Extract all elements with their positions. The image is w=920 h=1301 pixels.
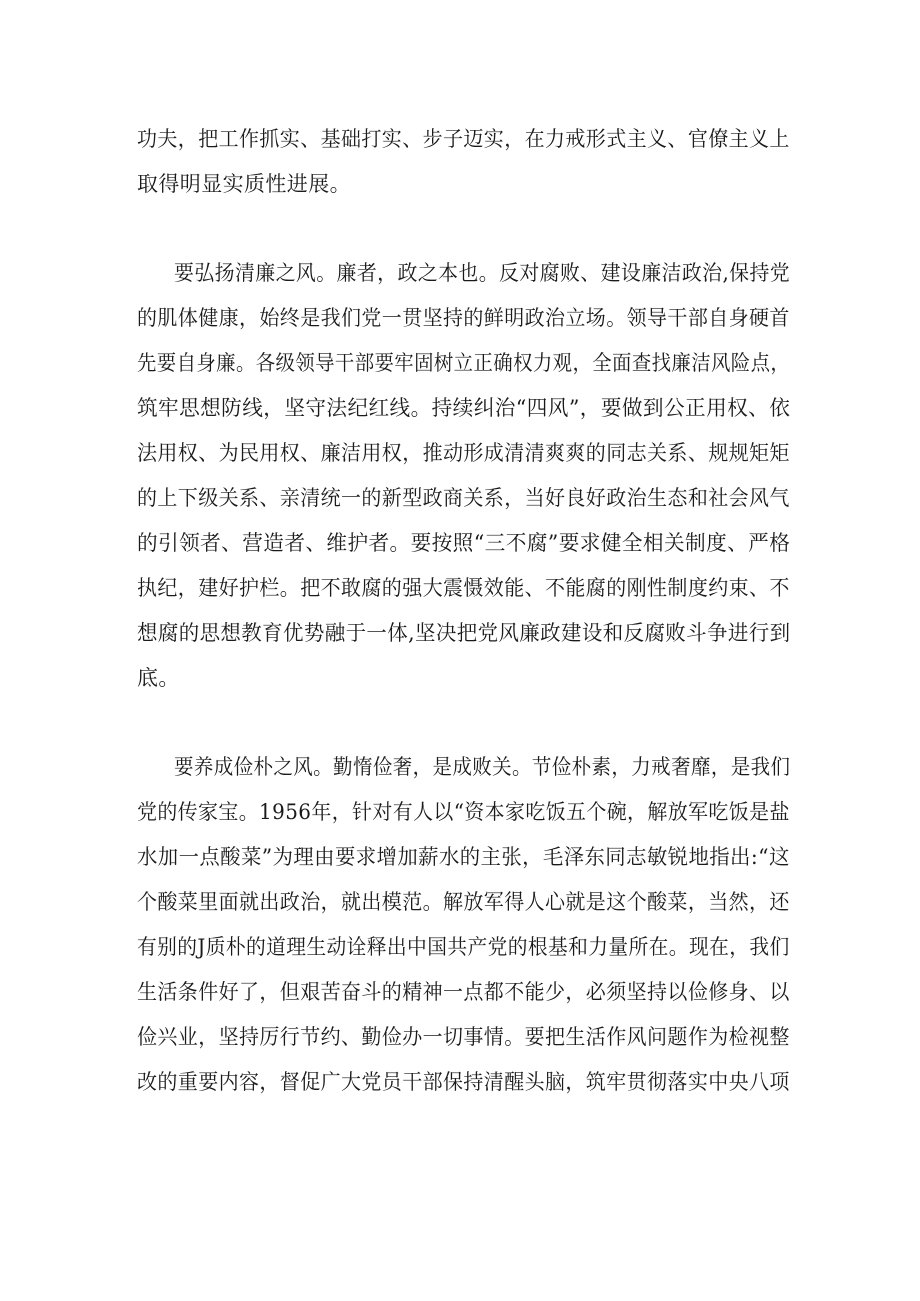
text-line: 法用权、为民用权、廉洁用权，推动形成清清爽爽的同志关系、规规矩矩 bbox=[137, 441, 790, 465]
text-line: 个酸菜里面就出政治，就出模范。解放军得人心就是这个酸菜，当然，还 bbox=[137, 890, 790, 914]
text-line: 水加一点酸菜”为理由要求增加薪水的主张，毛泽东同志敏锐地指出:“这 bbox=[137, 845, 790, 869]
text-line: 想腐的思想教育优势融于一体,坚决把党风廉政建设和反腐败斗争进行到 bbox=[137, 621, 791, 645]
text-line: 的引领者、营造者、维护者。要按照“三不腐”要求健全相关制度、严格 bbox=[137, 531, 791, 555]
text-line: 的上下级关系、亲清统一的新型政商关系，当好良好政治生态和社会风气 bbox=[137, 486, 790, 510]
text-line: 改的重要内容，督促广大党员干部保持清醒头脑，筑牢贯彻落实中央八项 bbox=[137, 1070, 790, 1094]
text-line: 执纪，建好护栏。把不敢腐的强大震慑效能、不能腐的刚性制度约束、不 bbox=[137, 576, 790, 600]
text-line: 要养成俭朴之风。勤惰俭奢，是成败关。节俭朴素，力戒奢靡，是我们 bbox=[174, 755, 791, 779]
text-line: 俭兴业，坚持厉行节约、勤俭办一切事情。要把生活作风问题作为检视整 bbox=[137, 1025, 790, 1049]
text-line: 取得明显实质性进展。 bbox=[137, 172, 351, 196]
text-line: 底。 bbox=[137, 666, 180, 690]
text-line: 先要自身廉。各级领导干部要牢固树立正确权力观，全面查找廉洁风险点， bbox=[137, 351, 791, 375]
text-line: 要弘扬清廉之风。廉者，政之本也。反对腐败、建设廉洁政治,保持党 bbox=[174, 261, 791, 285]
text-line: 功夫，把工作抓实、基础打实、步子迈实，在力戒形式主义、官僚主义上 bbox=[137, 127, 790, 151]
text-line: 生活条件好了，但艰苦奋斗的精神一点都不能少，必须坚持以俭修身、以 bbox=[137, 980, 790, 1004]
text-line: 有别的J质朴的道理生动诠释出中国共产党的根基和力量所在。现在，我们 bbox=[137, 935, 790, 959]
text-line: 筑牢思想防线，坚守法纪红线。持续纠治“四风”，要做到公正用权、依 bbox=[137, 396, 791, 420]
text-line: 党的传家宝。1956年，针对有人以“资本家吃饭五个碗，解放军吃饭是盐 bbox=[137, 800, 790, 824]
text-line: 的肌体健康，始终是我们党一贯坚持的鲜明政治立场。领导干部自身硬首 bbox=[137, 306, 790, 330]
